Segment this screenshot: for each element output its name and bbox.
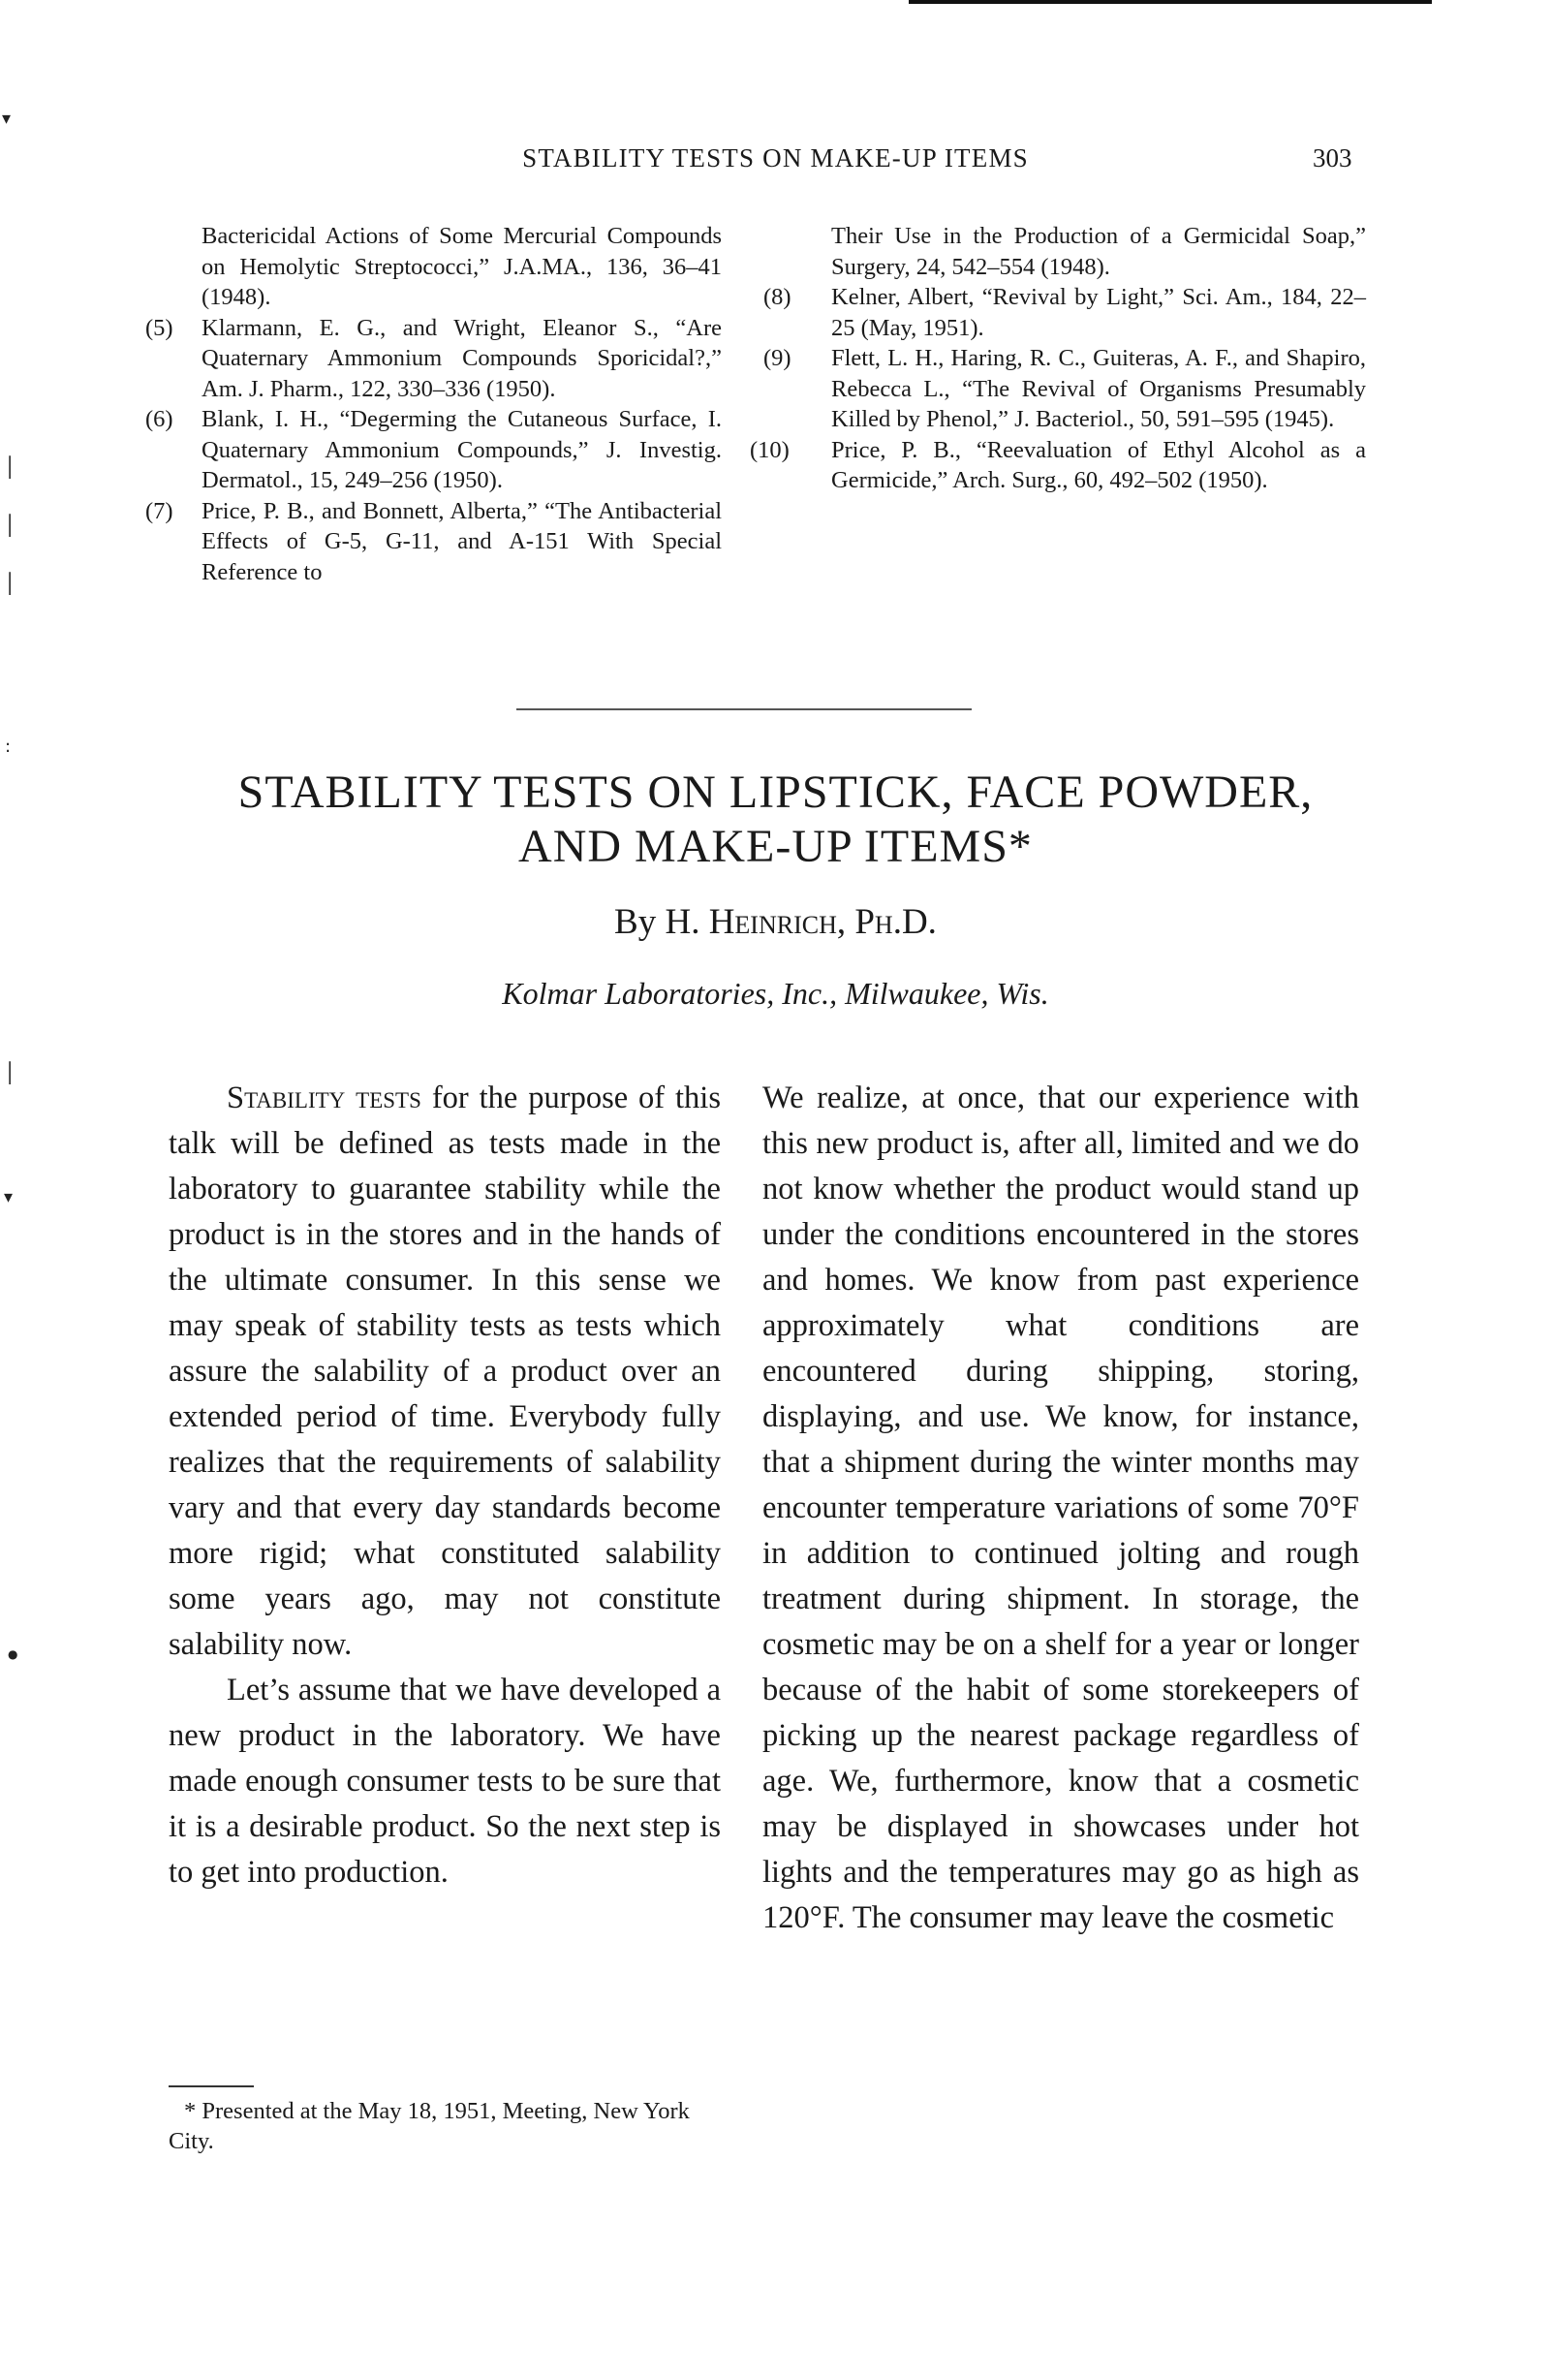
reference-item xyxy=(750,435,1366,496)
reference-number: (5) xyxy=(145,314,173,341)
paragraph-lead-in: Stability tests xyxy=(227,1080,421,1115)
body-paragraph: We realize, at once, that our experience with this new product is, after all, limited and we do not know whether the product would stand up under the conditions encountered in the stores and homes. We know from past experience approximately what conditions are encountered during shipping, storing, displaying, and use. We know, for instance, that a shipment during the winter months may encounter temperature variations of some 70°F in addition to continued jolting and rough treatment during shipment. In storage, the cosmetic may be on a shelf for a year or longer because of the habit of some storekeepers of picking up the nearest package regardless of age. We, furthermore, know that a cosmetic may be displayed in showcases under hot lights and the temperatures may go as high as 120°F. The consumer may leave the cosmetic xyxy=(762,1080,1359,1935)
body-right-column xyxy=(762,1076,1359,1941)
reference-item xyxy=(174,221,722,313)
reference-item xyxy=(763,282,1366,343)
margin-mark: │ xyxy=(4,1061,16,1084)
paragraph-text: for the purpose of this talk will be defined as tests made in the laboratory to guarantee stability while the product is in the stores and in the hands of the ultimate consumer. In this sense we may speak of stability tests as tests which assure the salability of a product over an extended period of time. Everybody fully realizes that the requirements of salability vary and that every day standards become more rigid; what constituted salability some years ago, may not constitute salability now. xyxy=(169,1080,721,1662)
reference-text: Bactericidal Actions of Some Mercurial Compounds on Hemolytic Streptococci,” J.A.MA., 136, 36–41 (1948). xyxy=(202,223,722,310)
footnote-rule xyxy=(169,2085,254,2087)
reference-item xyxy=(804,221,1366,282)
margin-mark: ▾ xyxy=(2,109,12,129)
byline-prefix: By xyxy=(614,902,666,942)
footnote xyxy=(169,2096,721,2156)
reference-text: Flett, L. H., Haring, R. C., Guiteras, A. F., and Shapiro, Rebecca L., “The Revival of Organisms Presumably Killed by Phenol,” J. Bacteriol., 50, 591–595 (1945). xyxy=(831,345,1366,432)
reference-text: Price, P. B., “Reevaluation of Ethyl Alcohol as a Germicide,” Arch. Surg., 60, 492–502 (1950). xyxy=(831,436,1366,493)
reference-number: (8) xyxy=(763,284,791,310)
references-left-column xyxy=(145,221,722,587)
reference-number: (6) xyxy=(145,406,173,432)
reference-item xyxy=(145,404,722,496)
reference-text: Their Use in the Production of a Germicidal Soap,” Surgery, 24, 542–554 (1948). xyxy=(831,223,1366,280)
margin-mark: : xyxy=(5,736,12,757)
running-title: STABILITY TESTS ON MAKE-UP ITEMS xyxy=(522,143,1029,172)
page-number: 303 xyxy=(1313,143,1352,172)
reference-number: (7) xyxy=(145,497,173,524)
reference-number: (9) xyxy=(763,345,791,371)
body-paragraph: Let’s assume that we have developed a new product in the laboratory. We have made enough consumer tests to be sure that it is a desirable product. So the next step is to get into production. xyxy=(169,1673,721,1890)
reference-text: Klarmann, E. G., and Wright, Eleanor S., “Are Quaternary Ammonium Compounds Sporicidal?,” Am. J. Pharm., 122, 330–336 (1950). xyxy=(202,314,722,402)
reference-text: Price, P. B., and Bonnett, Alberta,” “The Antibacterial Effects of G-5, G-11, and A-151 With Special Reference to xyxy=(202,497,722,585)
article-title xyxy=(97,766,1454,874)
author-affiliation: Kolmar Laboratories, Inc., Milwaukee, Wis. xyxy=(502,976,1049,1011)
reference-number: (10) xyxy=(750,436,790,463)
reference-text: Kelner, Albert, “Revival by Light,” Sci. Am., 184, 22–25 (May, 1951). xyxy=(831,284,1366,341)
references-right-column xyxy=(750,221,1366,496)
margin-mark: │ xyxy=(4,455,16,479)
margin-mark: │ xyxy=(4,514,16,537)
reference-item xyxy=(145,496,722,588)
article-title-line-1: STABILITY TESTS ON LIPSTICK, FACE POWDER, xyxy=(237,767,1314,818)
margin-mark: ▾ xyxy=(4,1187,14,1207)
article-title-line-2: AND MAKE-UP ITEMS* xyxy=(518,821,1033,872)
margin-mark: ● xyxy=(8,1647,18,1661)
margin-mark: │ xyxy=(4,572,16,595)
reference-text: Blank, I. H., “Degerming the Cutaneous Surface, I. Quaternary Ammonium Compounds,” J. Investig. Dermatol., 15, 249–256 (1950). xyxy=(202,406,722,493)
running-header xyxy=(0,143,1551,182)
body-left-column xyxy=(169,1076,721,1895)
footnote-text: * Presented at the May 18, 1951, Meeting, New York City. xyxy=(169,2098,690,2154)
reference-item xyxy=(145,313,722,405)
body-paragraph xyxy=(169,1076,721,1668)
byline xyxy=(0,901,1551,943)
top-edge-rule xyxy=(909,0,1432,4)
author-name: H. Heinrich, Ph.D. xyxy=(665,902,937,942)
reference-item xyxy=(763,343,1366,435)
section-separator-rule xyxy=(516,708,972,710)
